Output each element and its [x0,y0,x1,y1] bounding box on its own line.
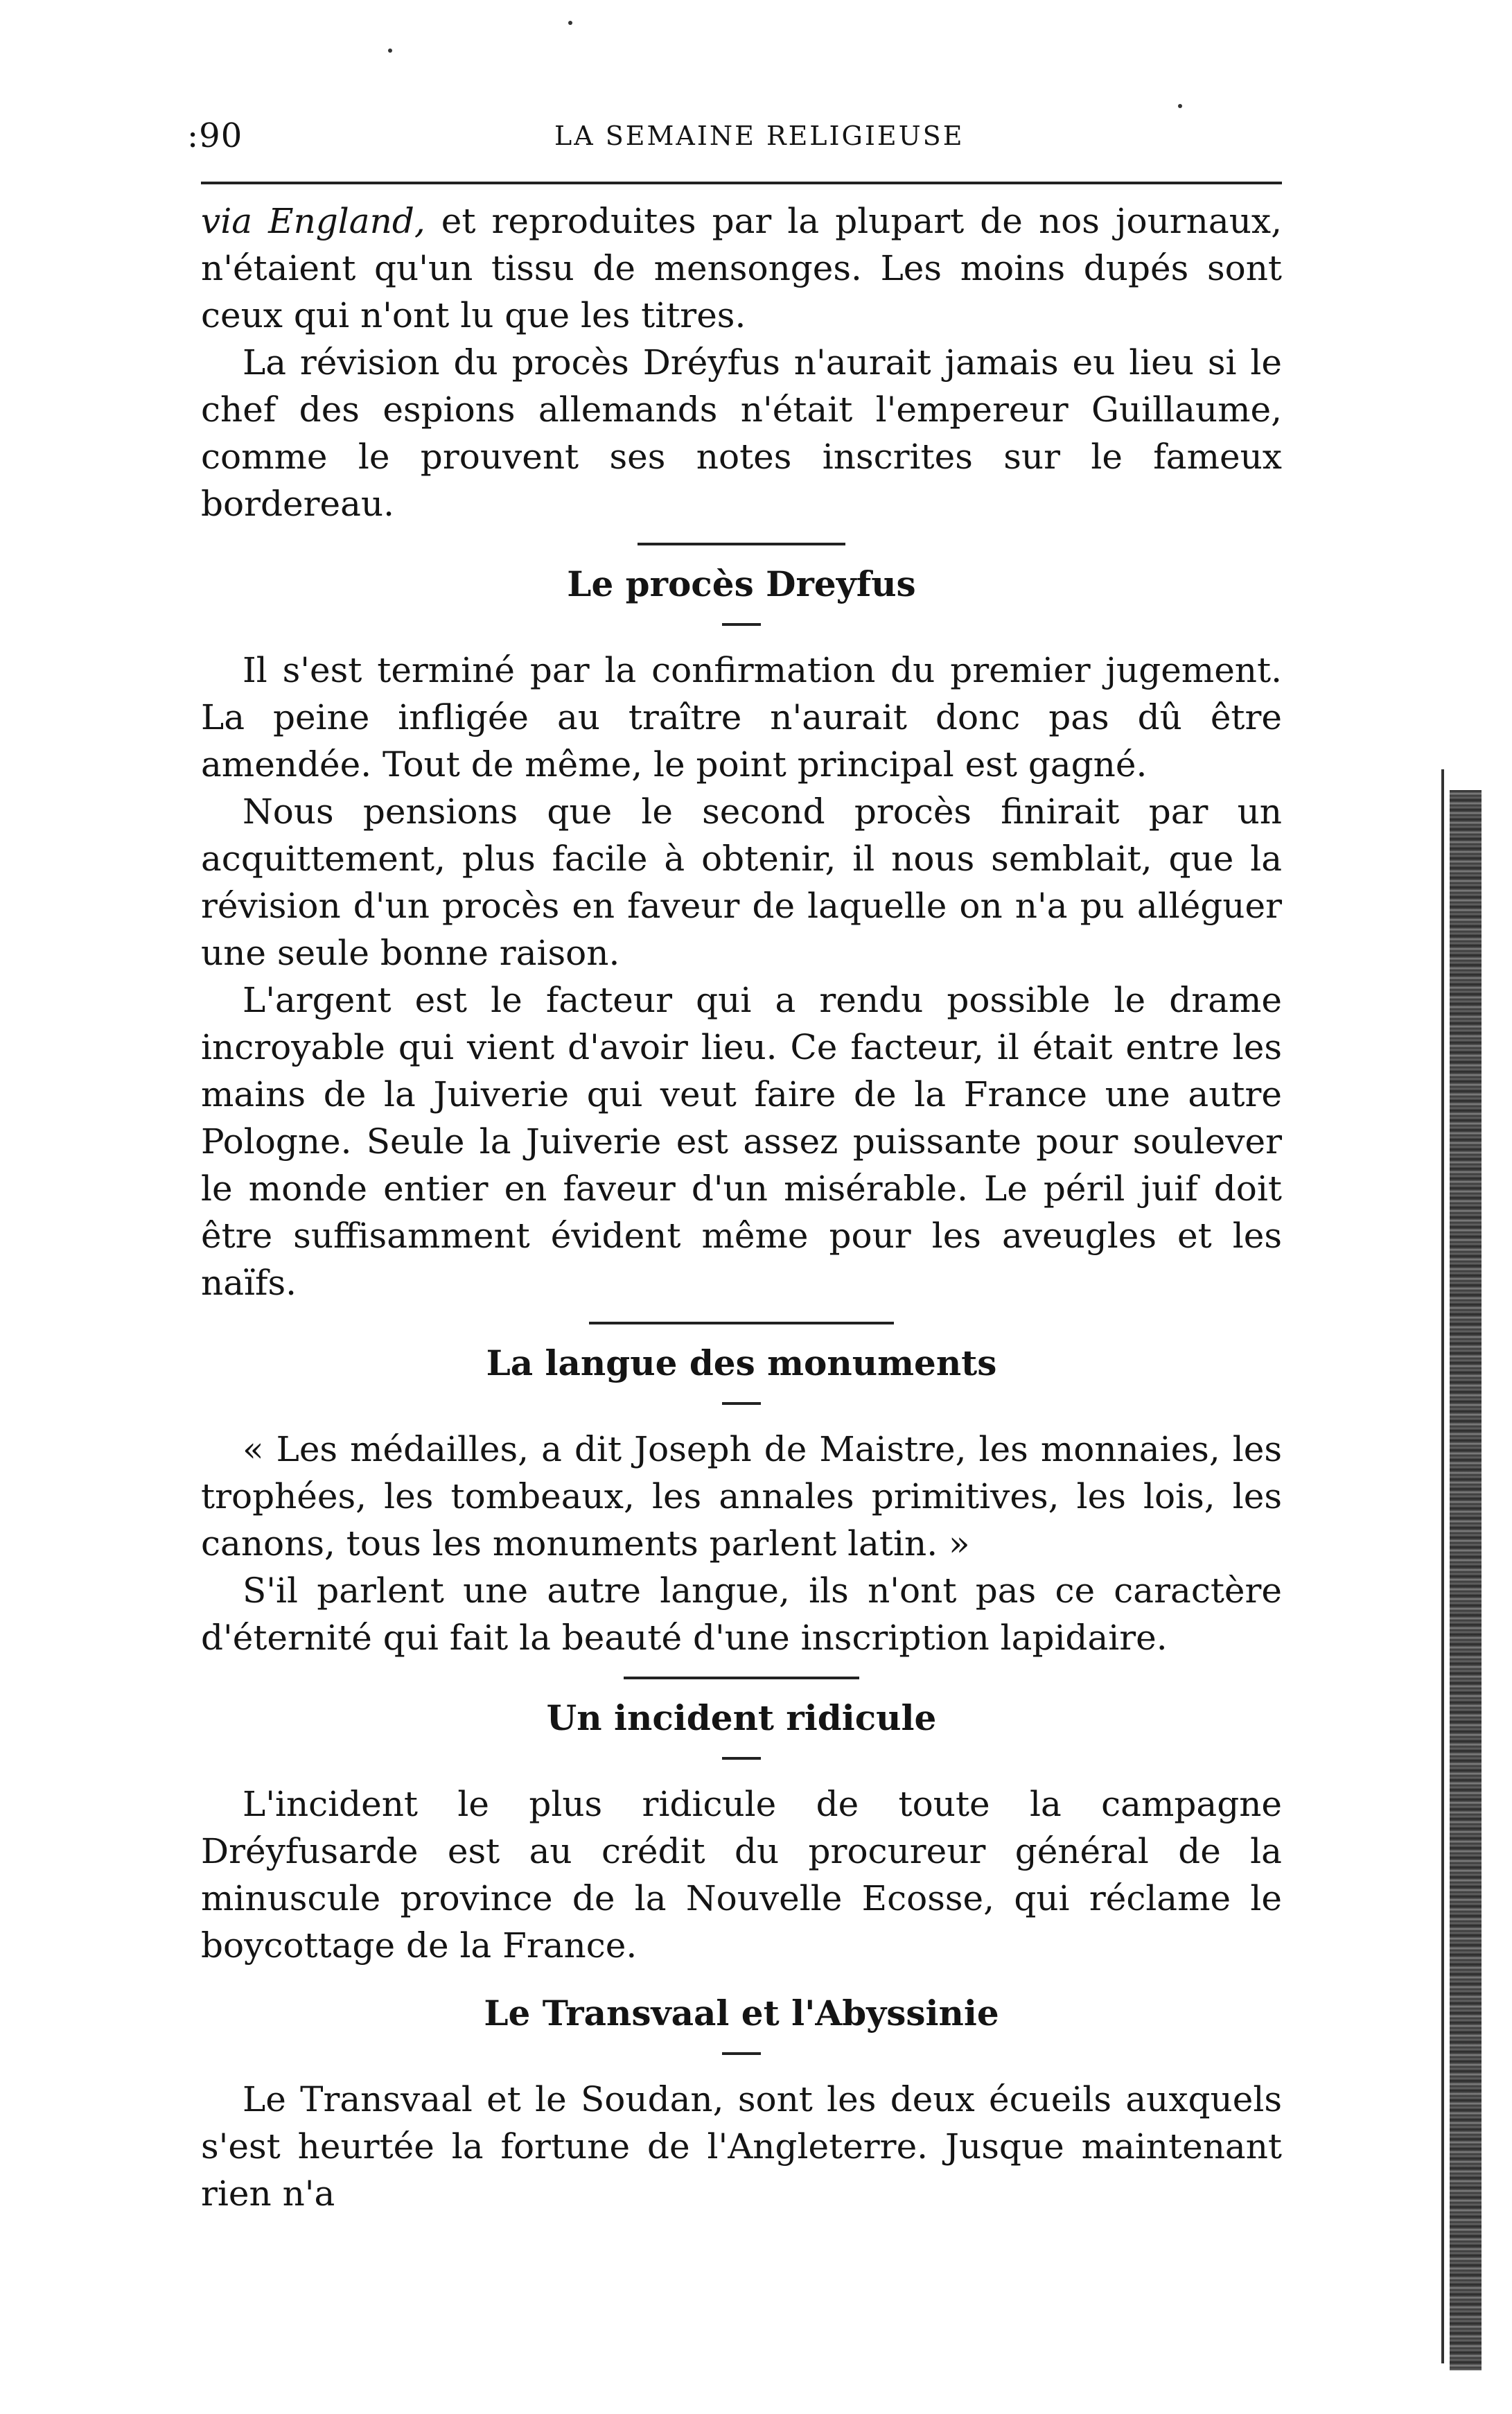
section-title: Un incident ridicule [546,1697,937,1738]
section-title: Le Transvaal et l'Abyssinie [484,1993,999,2033]
scan-edge-shadow [1450,790,1482,2370]
section-paragraph: Le Transvaal et le Soudan, sont les deux écueils auxquels s'est heurtée la fortune de l'Angleterre. Jusque maintenant rien n'a [201,2079,1282,2214]
ink-speck [388,49,392,53]
section-title: La langue des monuments [486,1342,997,1383]
intro-paragraph-1 [201,198,1282,339]
intro-emphasis: via England, [201,201,425,241]
section-title: Le procès Dreyfus [567,563,916,604]
running-title: LA SEMAINE RELIGIEUSE [554,121,965,151]
section-paragraph: S'il parlent une autre langue, ils n'ont pas ce caractère d'éternité qui fait la beauté d'une inscription lapidaire. [201,1571,1282,1658]
section-paragraph: L'argent est le facteur qui a rendu possible le drame incroyable qui vient d'avoir lieu. Ce facteur, il était entre les mains de la Juiverie qui veut faire de la France une autre Pologne. Seule la Juiverie est assez puissante pour soulever le monde entier en faveur d'un misérable. Le péril juif doit être suffisamment évident même pour les aveugles et les naïfs. [201,980,1282,1303]
section-paragraph: Nous pensions que le second procès finirait par un acquittement, plus facile à obtenir, il nous semblait, que la révision d'un procès en faveur de laquelle on n'a pu alléguer une seule bonne raison. [201,791,1282,973]
ink-speck [1178,104,1182,108]
section-paragraph: Il s'est terminé par la confirmation du premier jugement. La peine infligée au traître n'aurait donc pas dû être amendée. Tout de même, le point principal est gagné. [201,650,1282,785]
page-header [187,116,1275,165]
ink-speck [568,21,572,25]
header-rule [201,182,1282,184]
section-paragraph: « Les médailles, a dit Joseph de Maistre, les monnaies, les trophées, les tombeaux, les annales primitives, les lois, les canons, tous les monuments parlent latin. » [201,1429,1282,1564]
scan-edge-line [1441,769,1444,2363]
intro-paragraph-1-text: et reproduites par la plupart de nos journaux, n'étaient qu'un tissu de mensonges. Les moins dupés sont ceux qui n'ont lu que les titres. [201,201,1282,335]
intro-paragraph-2: La révision du procès Dréyfus n'aurait jamais eu lieu si le chef des espions allemands n'était l'empereur Guillaume, comme le prouvent ses notes inscrites sur le fameux bordereau. [201,342,1282,524]
section-paragraph: L'incident le plus ridicule de toute la campagne Dréyfusarde est au crédit du procureur général de la minuscule province de la Nouvelle Ecosse, qui réclame le boycottage de la France. [201,1784,1282,1966]
page-number: :90 [187,116,243,155]
article-body [201,198,1282,2217]
